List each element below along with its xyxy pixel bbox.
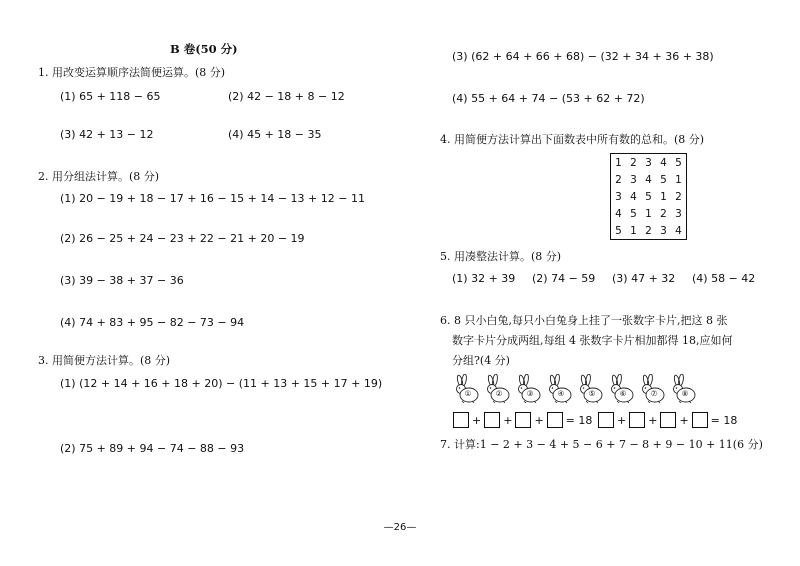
plus-sign: + <box>648 413 658 427</box>
grid-cell: 5 <box>660 173 667 186</box>
grid-cell: 2 <box>675 190 682 203</box>
rabbit-icon <box>452 374 480 404</box>
plus-sign: + <box>534 413 544 427</box>
grid-cell: 1 <box>675 173 682 186</box>
grid-cell: 3 <box>630 173 637 186</box>
grid-cell: 5 <box>645 190 652 203</box>
answer-box[interactable] <box>547 412 563 428</box>
q7-title: 7. 计算:1 − 2 + 3 − 4 + 5 − 6 + 7 − 8 + 9 − 10 + 11(6 分) <box>440 438 763 451</box>
grid-cell: 5 <box>675 156 682 169</box>
grid-cell: 2 <box>630 156 637 169</box>
rabbit-card-label: ⑦ <box>650 389 658 398</box>
plus-sign: + <box>472 413 482 427</box>
answer-box[interactable] <box>660 412 676 428</box>
q1-item-2: (2) 42 − 18 + 8 − 12 <box>228 90 345 103</box>
answer-box[interactable] <box>453 412 469 428</box>
answer-box[interactable] <box>629 412 645 428</box>
plus-sign: + <box>617 413 627 427</box>
grid-cell: 4 <box>675 224 682 237</box>
rabbit-card-label: ⑥ <box>619 389 627 398</box>
q2-item-2: (2) 26 − 25 + 24 − 23 + 22 − 21 + 20 − 19 <box>60 232 305 245</box>
grid-cell: 1 <box>630 224 637 237</box>
grid-cell: 1 <box>660 190 667 203</box>
grid-cell: 4 <box>630 190 637 203</box>
plus-sign: + <box>503 413 513 427</box>
q1-item-1: (1) 65 + 118 − 65 <box>60 90 161 103</box>
q5-title: 5. 用凑整法计算。(8 分) <box>440 250 562 263</box>
page-number: —26— <box>383 522 417 533</box>
grid-cell: 2 <box>615 173 622 186</box>
q6-line-1: 6. 8 只小白兔,每只小白兔身上挂了一张数字卡片,把这 8 张 <box>440 314 728 327</box>
rabbit-icon <box>514 374 542 404</box>
q2-item-1: (1) 20 − 19 + 18 − 17 + 16 − 15 + 14 − 13 + 12 − 11 <box>60 192 365 205</box>
rabbit-icon <box>483 374 511 404</box>
answer-box[interactable] <box>598 412 614 428</box>
grid-cell: 3 <box>660 224 667 237</box>
answer-group-1 <box>453 412 595 428</box>
grid-cell: 4 <box>615 207 622 220</box>
rabbit-icon <box>576 374 604 404</box>
grid-cell: 4 <box>660 156 667 169</box>
grid-cell: 4 <box>645 173 652 186</box>
q5-item-3: (3) 47 + 32 <box>612 272 676 285</box>
q1-item-4: (4) 45 + 18 − 35 <box>228 128 322 141</box>
rabbit-card-label: ⑧ <box>681 389 689 398</box>
q3-title: 3. 用简便方法计算。(8 分) <box>38 354 171 367</box>
grid-row <box>611 188 687 205</box>
rabbit-icon <box>669 374 697 404</box>
grid-cell: 1 <box>615 156 622 169</box>
q5-item-1: (1) 32 + 39 <box>452 272 516 285</box>
q3-item-1: (1) (12 + 14 + 16 + 18 + 20) − (11 + 13 + 15 + 17 + 19) <box>60 377 383 390</box>
q2-item-3: (3) 39 − 38 + 37 − 36 <box>60 274 184 287</box>
q6-line-2: 数字卡片分成两组,每组 4 张数字卡片相加都得 18,应如何 <box>452 334 733 347</box>
answer-group-2 <box>598 412 740 428</box>
grid-row <box>611 222 687 240</box>
rabbit-card-label: ② <box>495 389 503 398</box>
answer-box[interactable] <box>515 412 531 428</box>
answer-box[interactable] <box>692 412 708 428</box>
q4-title: 4. 用简便方法计算出下面数表中所有数的总和。(8 分) <box>440 133 705 146</box>
q1-title: 1. 用改变运算顺序法简便运算。(8 分) <box>38 66 226 79</box>
q2-item-4: (4) 74 + 83 + 95 − 82 − 73 − 94 <box>60 316 245 329</box>
answer-box[interactable] <box>484 412 500 428</box>
q5-item-4: (4) 58 − 42 <box>692 272 756 285</box>
q3-item-2: (2) 75 + 89 + 94 − 74 − 88 − 93 <box>60 442 245 455</box>
q6-line-3: 分组?(4 分) <box>452 354 510 367</box>
rabbit-row <box>452 374 697 404</box>
grid-row <box>611 154 687 172</box>
rabbit-icon <box>638 374 666 404</box>
rabbit-card-label: ③ <box>526 389 534 398</box>
grid-cell: 3 <box>675 207 682 220</box>
rabbit-icon <box>545 374 573 404</box>
grid-cell: 3 <box>615 190 622 203</box>
grid-row <box>611 205 687 222</box>
q3-item-4: (4) 55 + 64 + 74 − (53 + 62 + 72) <box>452 92 645 105</box>
q1-item-3: (3) 42 + 13 − 12 <box>60 128 154 141</box>
plus-sign: + <box>679 413 689 427</box>
grid-cell: 1 <box>645 207 652 220</box>
q2-title: 2. 用分组法计算。(8 分) <box>38 170 160 183</box>
q5-item-2: (2) 74 − 59 <box>532 272 596 285</box>
rabbit-icon <box>607 374 635 404</box>
equals-label: = 18 <box>565 413 593 427</box>
grid-cell: 2 <box>645 224 652 237</box>
rabbit-card-label: ① <box>464 389 472 398</box>
grid-cell: 2 <box>660 207 667 220</box>
q3-item-3: (3) (62 + 64 + 66 + 68) − (32 + 34 + 36 + 38) <box>452 50 714 63</box>
grid-cell: 5 <box>630 207 637 220</box>
grid-cell: 3 <box>645 156 652 169</box>
rabbit-card-label: ⑤ <box>588 389 596 398</box>
section-title: B 卷(50 分) <box>170 42 238 56</box>
rabbit-card-label: ④ <box>557 389 565 398</box>
equals-label: = 18 <box>710 413 738 427</box>
number-grid <box>610 153 687 240</box>
grid-row <box>611 171 687 188</box>
grid-cell: 5 <box>615 224 622 237</box>
